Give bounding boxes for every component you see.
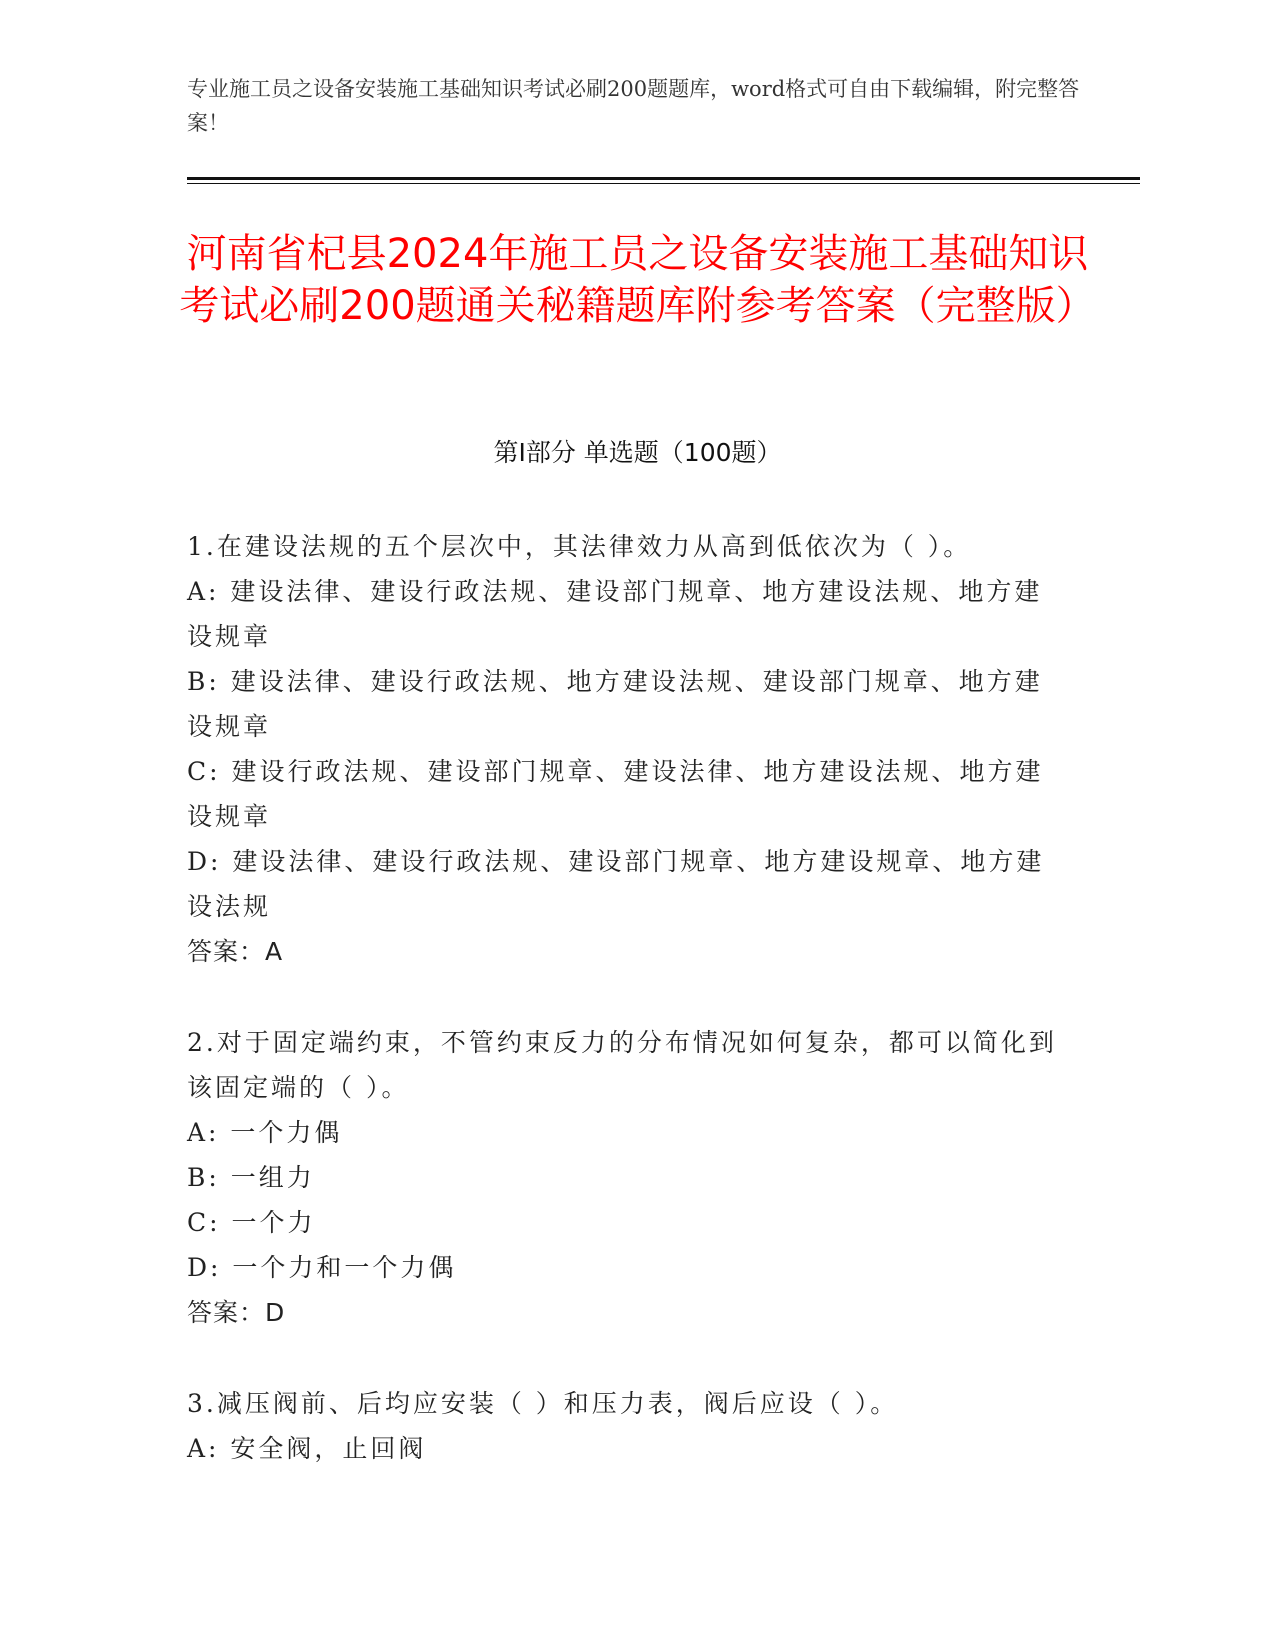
header-divider-thick [187, 177, 1140, 180]
question-stem: 1.在建设法规的五个层次中，其法律效力从高到低依次为（ ）。 [187, 532, 972, 561]
question-item [187, 1381, 1067, 1471]
question-option: D: 一个力和一个力偶 [187, 1253, 457, 1282]
question-stem: 2.对于固定端约束，不管约束反力的分布情况如何复杂，都可以简化到该固定端的（ ）。 [187, 1028, 1057, 1102]
question-option: D: 建设法律、建设行政法规、建设部门规章、地方建设规章、地方建设法规 [187, 847, 1045, 921]
question-answer: 答案：A [187, 937, 284, 966]
question-item [187, 524, 1067, 974]
question-answer: 答案：D [187, 1298, 286, 1327]
header-divider-thin [187, 183, 1140, 184]
section-heading: 第Ⅰ部分 单选题（100题） [493, 438, 782, 467]
question-option: B: 建设法律、建设行政法规、地方建设法规、建设部门规章、地方建设规章 [187, 667, 1043, 741]
question-option: B: 一组力 [187, 1163, 315, 1192]
question-item [187, 1020, 1067, 1335]
question-option: C: 建设行政法规、建设部门规章、建设法律、地方建设法规、地方建设规章 [187, 757, 1044, 831]
question-stem: 3.减压阀前、后均应安装（ ）和压力表，阀后应设（ ）。 [187, 1389, 899, 1418]
header-note: 专业施工员之设备安装施工基础知识考试必刷200题题库，word格式可自由下载编辑，附完整答案！ [187, 77, 1080, 135]
document-title: 河南省杞县2024年施工员之设备安装施工基础知识考试必刷200题通关秘籍题库附参考答案（完整版） [179, 231, 1096, 329]
question-option: A: 安全阀，止回阀 [187, 1434, 427, 1463]
question-list [187, 524, 1067, 1517]
question-option: A: 一个力偶 [187, 1118, 343, 1147]
question-option: A: 建设法律、建设行政法规、建设部门规章、地方建设法规、地方建设规章 [187, 577, 1043, 651]
question-option: C: 一个力 [187, 1208, 316, 1237]
